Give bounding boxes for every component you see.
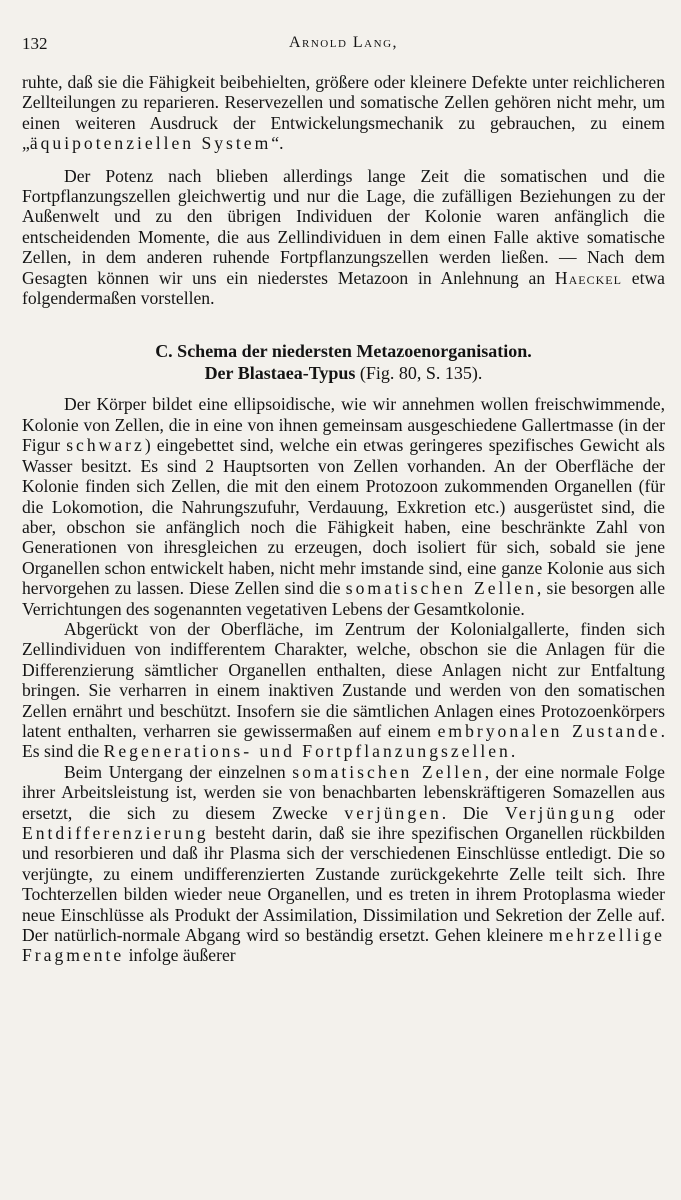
section-subtitle: Der Blastaea-Typus bbox=[204, 363, 356, 384]
spaced-term: äquipotenziellen System bbox=[29, 133, 272, 154]
section-heading bbox=[22, 340, 665, 384]
page-number: 132 bbox=[22, 34, 48, 53]
paragraph-1: ruhte, daß sie die Fähigkeit beibehielten, größere oder kleinere Defekte unter reichlicheren Zellteilungen zu reparieren. Reservezellen und somatische Zellen gehören nicht mehr, um einen weiteren Ausdruck der Entwickelungsmechanik zu gebrauchen, zu einem „äquipotenziellen System“. bbox=[22, 72, 665, 154]
paragraph-5: Beim Untergang der einzelnen somatischen Zellen, der eine normale Folge ihrer Arbeitsleistung ist, werden sie von benachbarten lebenskräftigeren Somazellen aus ersetzt, die sich zu diesem Zwecke verjüngen. Die Verjüngung oder Entdifferenzierung besteht darin, daß sie ihre spezifischen Organellen rückbilden und resorbieren und daß ihr Plasma sich der verschiedenen Einschlüsse entledigt. Die so verjüngte, zu einem undifferenzierten Zustande zurückgekehrte Zelle teilt sich. Ihre Tochterzellen bilden wieder neue Organellen, und es treten in ihrem Protoplasma wieder neue Einschlüsse als Produkt der Assimilation, Dissimilation und Sekretion der Zelle auf. Der natürlich-normale Abgang wird so beständig ersetzt. Gehen kleinere mehrzellige Fragmente infolge äußerer bbox=[22, 761, 665, 966]
paragraph-4: Abgerückt von der Oberfläche, im Zentrum der Kolonialgallerte, finden sich Zellindividuen von indifferentem Charakter, welche, obschon sie die Anlagen für die Differenzierung sämtlicher Organellen enthalten, diese Anlagen nicht zur Entfaltung bringen. Sie verharren in einem inaktiven Zustande und werden von den somatischen Zellen ernährt und beschützt. Insofern sie die sämtlichen Anlagen eines Protozoenkörpers latent enthalten, verharren sie gewissermaßen auf einem embryonalen Zustande. Es sind die Regenerations- und Fortpflanzungszellen. bbox=[22, 618, 665, 762]
running-head: Arnold Lang, bbox=[288, 34, 399, 51]
paragraph-2: Der Potenz nach blieben allerdings lange Zeit die somatischen und die Fortpflanzungszellen gleichwertig und nur die Lage, die zufälligen Beziehungen zu der Außenwelt und zu den übrigen Individuen der Kolonie waren anfänglich die entscheidenden Momente, die aus Zellindividuen in dem einen Falle aktive somatische Zellen, in dem anderen ruhende Fortpflanzungszellen werden ließen. — Nach dem Gesagten können wir uns ein niederstes Metazoon in Anlehnung an Haeckel etwa folgendermaßen vorstellen. bbox=[22, 165, 665, 309]
page-header bbox=[22, 34, 665, 60]
author-name: Haeckel bbox=[554, 267, 622, 288]
paragraph-3: Der Körper bildet eine ellipsoidische, wie wir annehmen wollen freischwimmende, Kolonie von Zellen, die in eine von ihnen gemeinsam ausgeschiedene Gallertmasse (in der Figur schwarz) eingebettet sind, welche ein etwas geringeres spezifisches Gewicht als Wasser besitzt. Es sind 2 Hauptsorten von Zellen vorhanden. An der Oberfläche der Kolonie finden sich Zellen, die mit den einem Protozoon zukommenden Organellen (für die Lokomotion, die Nahrungszufuhr, Verdauung, Exkretion etc.) ausgerüstet sind, die aber, obschon sie anfänglich noch die Fähigkeit haben, eine beschränkte Zahl von Generationen von ihresgleichen zu erzeugen, doch isoliert für sich, sobald sie jene Organellen schon entwickelt haben, nicht mehr imstande sind, eine ganze Kolonie aus sich hervorgehen zu lassen. Diese Zellen sind die somatischen Zellen, sie besorgen alle Verrichtungen des sogenannten vegetativen Lebens der Gesamtkolonie. bbox=[22, 394, 665, 619]
section-title: C. Schema der niedersten Metazoenorganisation. bbox=[155, 341, 532, 362]
figure-reference: (Fig. 80, S. 135). bbox=[355, 363, 483, 384]
